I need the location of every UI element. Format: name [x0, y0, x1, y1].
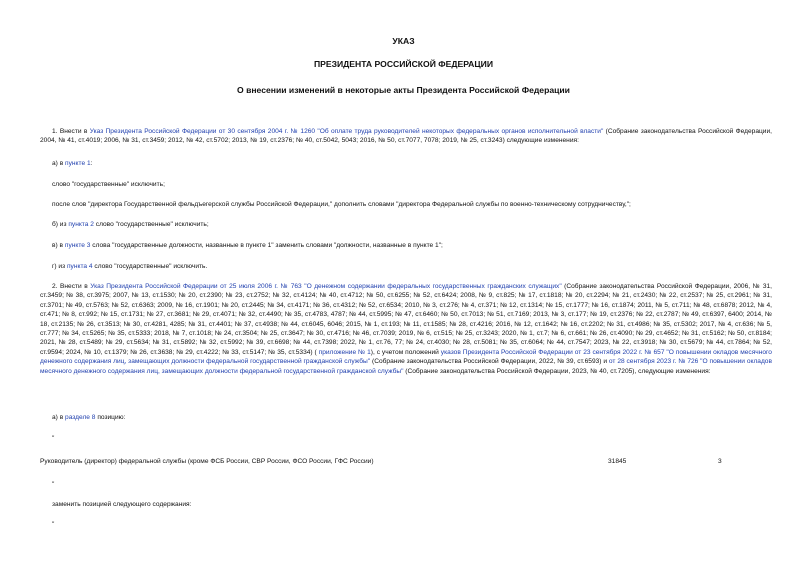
paragraph-1-text-b: (Собрание законодательства Российской Федерации, 2004, № 41, ст.4019; 2006, № 31, ст.3459; 2012, № 42, ст.5702; 2013, № 19, ст.2376; № 40, ст.5042, 5043; 2016, № 50, ст.7077, 7078; 2019, № 25, ст.3243) следующие изменения: [40, 128, 772, 145]
salary-cell: 31845 [608, 458, 627, 465]
item-2a-suffix: позицию: [95, 414, 126, 421]
link-appendix-1[interactable]: приложение № 1 [318, 348, 371, 356]
item-1a [52, 159, 92, 168]
item-1a-suffix: : [90, 160, 93, 167]
link-decree-763[interactable]: Указ Президента Российской Федерации от 25 июля 2006 г. № 763 "О денежном содержании федеральных государственных гражданских служащих" [90, 283, 562, 290]
paragraph-1 [40, 127, 772, 146]
paragraph-2-text-b: (Собрание законодательства Российской Федерации, 2006, № 31, ст.3459; № 38, ст.3975; 2007, № 13, ст.1530; № 20, ст.2390; № 23, ст.2752; № 32, ст.4124; № 40, ст.4712; № 50, ст.6255; № 52, ст.6424; 2008, № 9, ст.825; № 17, ст.1818; № 20, ст.2294; № 21, ст.2430; № 22, ст.2537; № 25, ст.2961; № 31, ст.3701; № 49, ст.5763; № 52, ст.6363; 2009, № 16, ст.1901; № 20, ст.2445; № 34, ст.4171; № 36, ст.4312; № 52, ст.6534; 2010, № 3, ст.276; № 4, ст.371; № 12, ст.1314; № 15, ст.1777; № 16, ст.1874; 2011, № 5, ст.711; № 48, ст.6878; 2012, № 4, ст.471; № 8, ст.992; № 15, ст.1731; № 27, ст.3681; № 29, ст.4071; № 32, ст.4490; № 35, ст.4783, 4787; № 44, ст.5995; № 47, ст.6460; № 50, ст.7013; № 51, ст.7169; 2013, № 3, ст.177; № 19, ст.2376; № 22, ст.2787; № 49, ст.6397, 6400; 2014, № 18, ст.2135; № 26, ст.3513; № 30, ст.4281, 4285; № 31, ст.4401; № 37, ст.4938; № 44, ст.6045, 6046; 2015, № 1, ст.193; № 11, ст.1585; № 28, ст.4216; 2016, № 12, ст.1642; № 16, ст.2202; № 31, ст.4986; № 35, ст.5302; 2017, № 4, ст.636; № 5, ст.777; № 34, ст.5265; № 35, ст.5333; 2018, № 7, ст.1018; № 24, ст.3504; № 25, ст.3647; № 30, ст.4716; № 46, ст.7039; 2019, № 6, ст.515; № 25, ст.3243; 2020, № 1, ст.7; № 6, ст.661; № 26, ст.4090; № 29, ст.4652; № 31, ст.5162; № 50, ст.8184; 2021, № 28, ст.5489; № 29, ст.5634; № 31, ст.5892; № 32, ст.5992; № 39, ст.6698; № 44, ст.7398; 2022, № 1, ст.76, 77; № 24, ст.4030; № 28, ст.5081; № 35, ст.6064; № 44, ст.7547; 2023, № 22, ст.3918; № 30, ст.5679; № 44, ст.7864; № 52, ст.9594; 2024, № 10, ст.1379; № 26, ст.3638; № 29, ст.4222; № 33, ст.5147; № 35, ст.5334) ( [40, 283, 772, 356]
item-1g-suffix: слово "государственные" исключить. [92, 263, 208, 270]
item-1v-prefix: в) в [52, 242, 65, 249]
quote-close: " [52, 481, 55, 488]
quote-open-1: " [52, 435, 55, 442]
link-point-4[interactable]: пункта 4 [66, 263, 93, 270]
item-1a-line1: слово "государственные" исключить; [52, 181, 165, 188]
item-1v-suffix: слова "государственные должности, названные в пункте 1" заменить словами "должности, названные в пункте 1"; [90, 242, 443, 249]
item-2a-prefix: а) в [52, 414, 66, 421]
paragraph-2-text-c: ), с учетом положений [370, 348, 441, 356]
item-1g [52, 262, 207, 271]
issuer-title: ПРЕЗИДЕНТА РОССИЙСКОЙ ФЕДЕРАЦИИ [313, 59, 494, 69]
paragraph-1-text-a: 1. Внести в [52, 128, 90, 135]
link-point-2[interactable]: пункта 2 [68, 221, 94, 228]
link-decree-657[interactable]: указов Президента Российской Федерации от 23 сентября 2022 г. № 657 "О повышении окладов месячного денежного содержания лиц, замещающих должности федеральной государственной гражданской службы" [40, 348, 772, 366]
item-1b [52, 220, 209, 229]
link-point-3[interactable]: пункте 3 [64, 242, 91, 249]
paragraph-2-text-d: (Собрание законодательства Российской Федерации, 2022, № 39, ст.6593) и [370, 358, 609, 366]
count-cell: 3 [718, 458, 722, 465]
item-1b-prefix: б) из [52, 221, 69, 228]
link-section-8[interactable]: разделе 8 [65, 414, 96, 421]
item-1a-line2: после слов "директора Государственной фельдъегерской службы Российской Федерации," дополнить словами "директора Федеральной службы по военно-техническому сотрудничеству,"; [52, 201, 631, 208]
paragraph-2-text-a: 2. Внести в [52, 283, 91, 290]
doc-type-title: УКАЗ [392, 36, 415, 46]
link-point-1[interactable]: пункте 1 [65, 160, 91, 167]
link-decree-1260[interactable]: Указ Президента Российской Федерации от 30 сентября 2004 г. № 1260 "Об оплате труда руководителей некоторых федеральных органов исполнительной власти" [89, 128, 604, 135]
doc-subject-title: О внесении изменений в некоторые акты Президента Российской Федерации [237, 85, 570, 95]
link-decree-726[interactable]: от 28 сентября 2023 г. № 726 "О повышении окладов месячного денежного содержания лиц, замещающих должности федеральной государственной гражданской службы" [40, 358, 772, 375]
position-title-cell: Руководитель (директор) федеральной службы (кроме ФСБ России, СВР России, ФСО России, ГФС России) [40, 458, 374, 465]
item-1v [52, 241, 443, 250]
item-2a [52, 413, 125, 422]
replace-instruction: заменить позицией следующего содержания: [52, 501, 192, 508]
paragraph-2-text-e: (Собрание законодательства Российской Федерации, 2023, № 40, ст.7205), следующие изменения: [403, 367, 711, 375]
item-1g-prefix: г) из [52, 263, 67, 270]
paragraph-2 [40, 282, 772, 376]
item-1b-suffix: слово "государственные" исключить; [93, 221, 209, 228]
item-1a-prefix: а) в [52, 160, 66, 167]
quote-open-2: " [52, 521, 55, 528]
